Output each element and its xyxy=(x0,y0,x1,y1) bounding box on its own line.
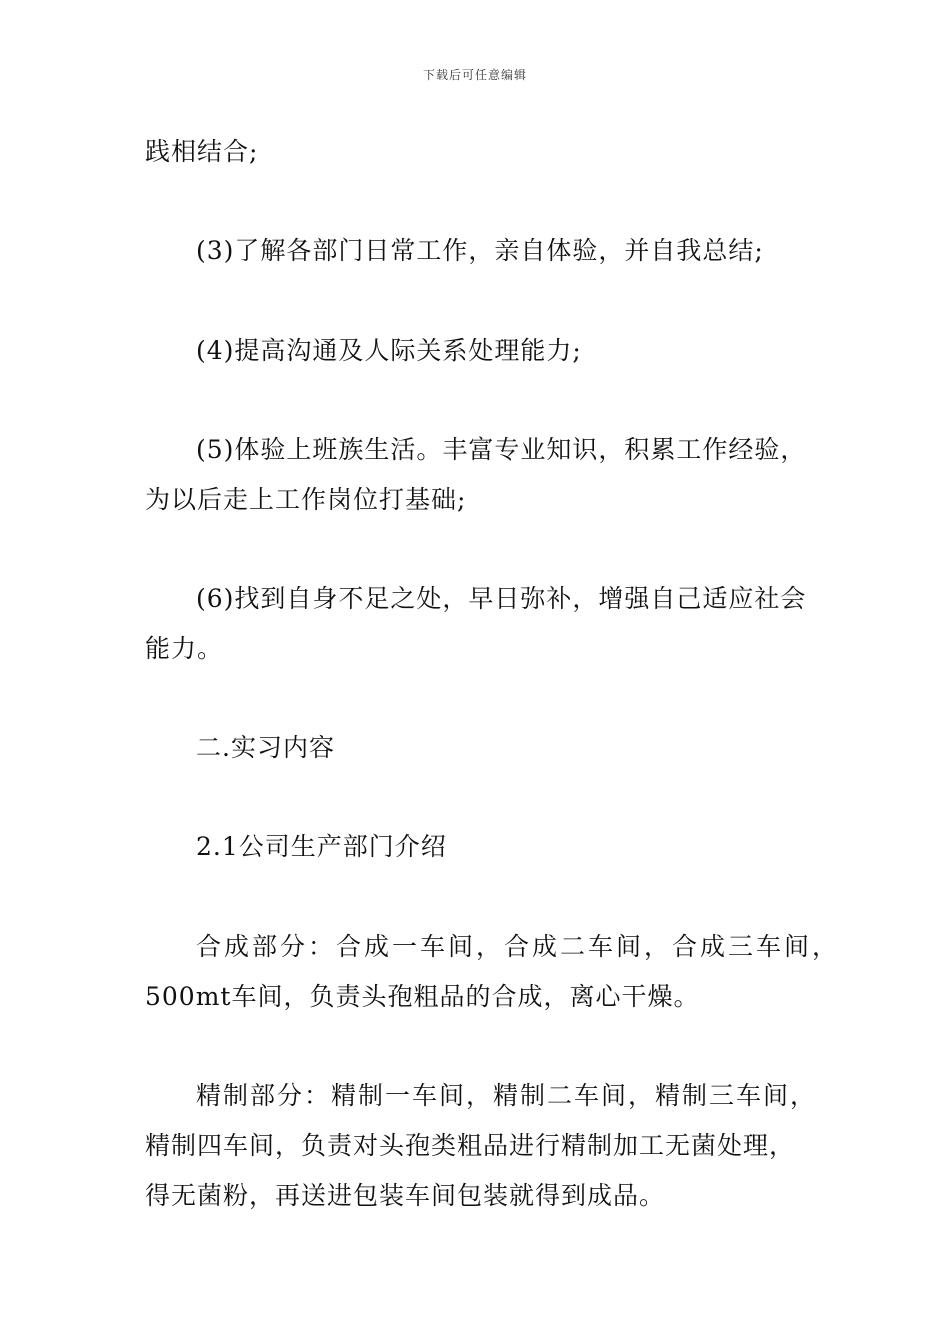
text-line-item-6: (6)找到自身不足之处，早日弥补，增强自己适应社会 xyxy=(196,584,807,613)
text-line-refining-end: 得无菌粉，再送进包装车间包装就得到成品。 xyxy=(145,1181,666,1210)
text-line-synthesis: 合成部分：合成一车间，合成二车间，合成三车间， xyxy=(196,932,841,961)
text-line-item-6-cont: 能力。 xyxy=(145,634,224,663)
text-line-synthesis-cont: 500mt车间，负责头孢粗品的合成，离心干燥。 xyxy=(145,982,700,1011)
page-header-note: 下载后可任意编辑 xyxy=(422,68,527,82)
text-line-item-5-cont: 为以后走上工作岗位打基础; xyxy=(145,485,467,514)
section-heading: 二.实习内容 xyxy=(196,733,335,762)
text-line-continuation: 践相结合; xyxy=(145,137,259,166)
text-line-item-3: (3)了解各部门日常工作，亲自体验，并自我总结; xyxy=(196,236,764,265)
text-line-item-5: (5)体验上班族生活。丰富专业知识，积累工作经验， xyxy=(196,435,807,464)
subsection-heading: 2.1公司生产部门介绍 xyxy=(196,832,447,861)
text-line-refining-cont: 精制四车间，负责对头孢类粗品进行精制加工无菌处理， xyxy=(145,1131,796,1160)
text-line-refining: 精制部分：精制一车间，精制二车间，精制三车间， xyxy=(196,1081,818,1110)
text-line-item-4: (4)提高沟通及人际关系处理能力; xyxy=(196,336,582,365)
